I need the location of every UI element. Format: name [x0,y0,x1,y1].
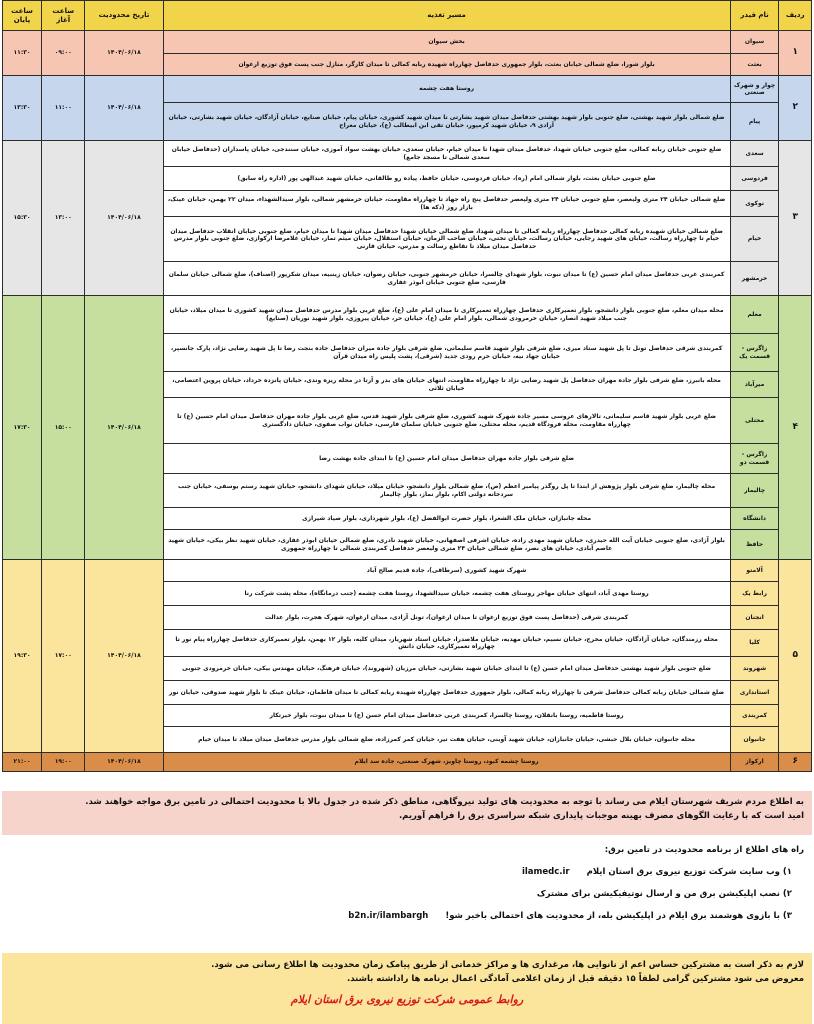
notice-channels [2,835,812,953]
outage-date: ۱۴۰۴/۰۶/۱۸ [85,560,163,753]
feeder-name: محتلی [730,398,779,444]
outage-date: ۱۴۰۴/۰۶/۱۸ [85,753,163,772]
feeder-route: کمربندی شرقی حدفاصل تونل تا پل شهید ستاد میری، ضلع شرقی بلوار شهید قاسم سلیمانی، ضلع شرقی بلوار جاده میران حدفاصل جاده بنجت رضا تا پل شهید رضایی نژاد، پارک جانسپر، خیابان جهاد نیه، خیابان خرم رودی جدید (شرقی)، پشت پلیس راه میدان قرآن [163,334,730,372]
public-relations-signature: روابط عمومی شرکت توزیع نیروی برق استان ایلام [290,992,524,1006]
feeder-name: آلامتو [730,560,779,582]
end-time: ۱۳:۳۰ [3,76,42,141]
feeder-route: روستا مهدی آباد، انتهای خیابان مهاجر روستای هفت چشمه، خیابان سیدالشهدا، روستا هفت چشمه (جنب درمانگاه)، محله پشت شرکت رنا [163,582,730,606]
feeder-name: میرآباد [730,372,779,398]
feeder-route: بلوار شورا، ضلع شمالی خیابان بعثت، بلوار جمهوری حدفاصل چهارراه شهیده ربابه کمالی تا میدان کارگر، منازل جنب پست فوق توزیع ارغوان [163,54,730,76]
end-time: ۲۱:۰۰ [3,753,42,772]
start-time: ۱۳:۰۰ [42,141,85,296]
channel-bot-label: ۳) با بازوی هوشمند برق ایلام در اپلیکیشن بله، از محدودیت های احتمالی باخبر شو! [445,911,792,921]
group-3 [3,141,812,296]
feeder-route: محله رزمندگان، خیابان آزادگان، خیابان مخرج، خیابان نسیم، خیابان مهدیه، خیابان ملاصدرا، خیابان استاد شهریار، میدان کلیه، بلوار ۱۲ بهمن، بلوار تعمیرکاری حدفاصل چهارراه پیام نور تا چهارراه تعمیرکاری، خیابان دانش [163,630,730,657]
col-date: تاریخ محدودیت [85,1,163,31]
feeder-route: روستا چشمه کبود، روستا چاویز، شهرک صنعتی، جاده سد ایلام [163,753,730,772]
feeder-route: محله میدان معلم، ضلع جنوبی بلوار دانشجو، بلوار تعمیرکاری حدفاصل چهارراه تعمیرکاری تا میدان امام علی (ع)، ضلع غربی بلوار مدرس حدفاصل میدان شهید کشوری تا میدان میلاد، خیابان جنب میلاد شهید انصار، خیابان خرمرودی شمالی، بلوار امام علی (ع)، خیابان حر، خیابان پیروزی، بلوار شهید نوریان (صنایع) [163,296,730,334]
group-6 [3,753,812,772]
col-row-no: ردیف [779,1,812,31]
notice-line-1: به اطلاع مردم شریف شهرستان ایلام می رساند با توجه به محدودیت های تولید نیروگاهی، مناطق ذکر شده در جدول بالا با محدودیت احتمالی در تامین برق مواجه خواهند شد. [85,797,804,807]
feeder-route: محله جانبوان، خیابان بلال حبشی، خیابان جانبازان، خیابان شهید آوینی، خیابان هفت تیر، خیابان کمر کمرزاده، ضلع شمالی بلوار مدرس حدفاصل میدان میلاد تا میدان خیام [163,727,730,753]
group-5 [3,560,812,753]
row-number: ۲ [779,76,812,141]
feeder-route: ضلع شمالی بلوار شهید بهشتی، ضلع جنوبی بلوار شهید بهشتی حدفاصل میدان شهید بشارتی تا میدان شهید کشوری، خیابان پیام، خیابان صنایع، خیابان آزادگان، خیابان شهید بشارتی، خیابان آزادی ۹، خیابان شهید کرمپور، خیابان تقی ابن ابیطالب (ع)، خیابان معراج [163,103,730,141]
group-1 [3,31,812,76]
notice-line-3: لازم به ذکر است به مشترکین حساس اعم از نانوایی ها، مرغداری ها و مراکز خدماتی از طریق پیامک زمان محدودیت ها اطلاع رسانی می شود. [211,960,804,970]
feeder-route: ضلع شمالی خیابان شهیده ربابه کمالی حدفاصل چهارراه ربابه کمالی تا میدان شهدا، ضلع شمالی خیابان شهدا حدفاصل میدان شهدا تا میدان خیام، ضلع جنوبی خیابان انقلاب حدفاصل میدان خیام تا چهارراه رسالت، خیابان های شهید رجایی، خیابان رسالت، خیابان تختی، خیابان صاحب الزمان، خیابان استقلال، خیابان میثم تمار، خیابان غلامرضا ارکوازی، ضلع جنوبی بلوار مدرس حدفاصل میدان میلاد تا تقاطع رسالت و مدرس، خیابان قارنی [163,217,730,262]
col-end: ساعت پایان [3,1,42,31]
channel-app-label: ۲) نصب اپلیکیشن برق من و ارسال نوتیفیکیشن برای مشترک [536,889,792,899]
header-row [3,1,812,31]
notice-line-2: امید است که با رعایت الگوهای مصرف بهینه موجبات پایداری شبکه سراسری برق را فراهم آوریم. [398,810,804,821]
col-feeder: نام فیدر [730,1,779,31]
channel-website [10,863,792,881]
feeder-name: فردوسی [730,167,779,191]
feeder-name: کلیا [730,630,779,657]
outage-date: ۱۴۰۴/۰۶/۱۸ [85,76,163,141]
group-2 [3,76,812,141]
feeder-name: پیام [730,103,779,141]
table-row [3,296,812,334]
notice-intro [2,791,812,835]
feeder-route: ضلع شمالی خیابان ربابه کمالی حدفاصل شرقی تا چهارراه ربابه کمالی، بلوار جمهوری حدفاصل چهارراه شهیده ربابه کمالی تا میدان فاطمان، خیابان عینک تا بلوار شهید صدوقی، خیابان نور [163,681,730,705]
feeder-route: روستا قاطمیه، روستا بانقلان، روستا چالسرا، کمربندی غربی حدفاصل میدان امام حسن (ع) تا میدان نبوت، بلوار خیرتکار [163,705,730,727]
feeder-name: زاگرس - قسمت یک [730,334,779,372]
row-number: ۶ [779,753,812,772]
feeder-name: کمربندی [730,705,779,727]
end-time: ۱۱:۳۰ [3,31,42,76]
feeder-route: کمربندی شرقی (حدفاصل پست فوق توزیع ارغوان تا میدان ارغوان)، تونل آزادی، میدان ارغوان، شهرک هجرت، بلوار عدالت [163,606,730,630]
outage-date: ۱۴۰۴/۰۶/۱۸ [85,31,163,76]
channel-bot [10,907,792,925]
table-row [3,560,812,582]
feeder-route: ضلع شرقی بلوار جاده مهران حدفاصل میدان امام حسین (ع) تا ابتدای جاده بهشت رضا [163,444,730,474]
channels-title: راه های اطلاع از برنامه محدودیت در تامین برق: [604,845,804,855]
feeder-route: ضلع جنوبی بلوار شهید بهشتی حدفاصل میدان امام حسن (ع) تا ابتدای خیابان شهید بشارتی، خیابان مرزبان (شهروند)، خیابان فرهنگ، خیابان مهندس بیکی، خیابان خرمرودی جنوبی [163,657,730,681]
feeder-route: ضلع غربی بلوار شهید قاسم سلیمانی، تالارهای عروسی مسیر جاده شهرک شهید کشوری، ضلع شرقی بلوار شهید قدس، ضلع غربی بلوار جاده مهران حدفاصل میدان امام حسین (ع) تا چهارراه مقاومت، محله فرودگاه قدیم، محله محتلی، ضلع جنوبی خیابان سلمان فارسی، خیابان نواب صفوی، خیابان دادگستری [163,398,730,444]
bot-link[interactable]: b2n.ir/ilambargh [348,911,429,921]
feeder-name: انجنان [730,606,779,630]
feeder-route: روستا هفت چشمه [163,76,730,103]
feeder-name: بعثت [730,54,779,76]
table-row [3,141,812,167]
feeder-route: شهرک شهید کشوری (سرطاقی)، جاده قدیم صالح آباد [163,560,730,582]
end-time: ۱۵:۳۰ [3,141,42,296]
feeder-name: چوار و شهرک صنعتی [730,76,779,103]
start-time: ۱۱:۰۰ [42,76,85,141]
feeder-route: محله بانبرز، ضلع شرقی بلوار جاده مهران حدفاصل پل شهید رضایی نژاد تا چهارراه مقاومت، انتهای خیابان های بدر و آرتا در محله ریزه وندی، خیابان پانزده خرداد، خیابان پروین اعتصامی، خیابان ثلاثی [163,372,730,398]
group-4 [3,296,812,560]
start-time: ۱۹:۰۰ [42,753,85,772]
feeder-name: استانداری [730,681,779,705]
feeder-route: ضلع شمالی خیابان ۲۴ متری ولیعصر، ضلع جنوبی خیابان ۲۴ متری ولیعصر حدفاصل پنج راه جهاد تا چهارراه مقاومت، خیابان خرمشهر شمالی، بلوار سیدالشهداء، میدان ۲۲ بهمن، خیابان عینک، بازار روز (دکه ها) [163,191,730,217]
feeder-name: زاگرس - قسمت دو [730,444,779,474]
feeder-name: جانبوان [730,727,779,753]
end-time: ۱۷:۳۰ [3,296,42,560]
col-route: مسیر تغذیه [163,1,730,31]
feeder-name: حافظ [730,530,779,560]
feeder-route: ضلع جنوبی خیابان ربابه کمالی، ضلع جنوبی خیابان شهدا، حدفاصل میدان شهدا تا میدان خیام، خیابان سعدی، خیابان بهشت سواد آموزی، خیابان سنندجی، خیابان پاسداران (حدفاصل خیابان سعدی شمالی تا مسجد جامع) [163,141,730,167]
channel-app [10,885,792,903]
feeder-name: رابط یک [730,582,779,606]
feeder-route: محله چالیمار، ضلع شرقی بلوار پژوهش از ابتدا تا پل روگذر پیامبر اعظم (ص)، ضلع شمالی بلوار دانشجو، خیابان میلاد، خیابان شهدای دانشجو، خیابان شهید رستم یوسفی، خیابان جنب سردخانه دولتی اکام، بلوار نماز، بلوار چالیمار [163,474,730,508]
row-number: ۱ [779,31,812,76]
feeder-name: معلم [730,296,779,334]
table-row [3,76,812,103]
channel-website-label: ۱) وب سایت شرکت توزیع نیروی برق استان ایلام [586,867,792,877]
feeder-route: ضلع جنوبی خیابان بعثت، بلوار شمالی امام (ره)، خیابان فردوسی، خیابان حافظ، پیاده رو طالقانی، خیابان شهید عبدالهی پور (اداره راه سابق) [163,167,730,191]
outage-date: ۱۴۰۴/۰۶/۱۸ [85,296,163,560]
feeder-name: سعدی [730,141,779,167]
feeder-route: محله جانبازان، خیابان ملک الشعرا، بلوار حضرت ابوالفضل (ع)، بلوار شهرداری، بلوار صیاد شیرازی [163,508,730,530]
start-time: ۱۵:۰۰ [42,296,85,560]
feeder-name: شهروند [730,657,779,681]
start-time: ۰۹:۰۰ [42,31,85,76]
feeder-route: بخش سیوان [163,31,730,54]
feeder-route: کمربندی غربی حدفاصل میدان امام حسین (ع) تا میدان نبوت، بلوار شهدای چالسرا، خیابان خرمشهر جنوبی، خیابان رضوان، خیابان زینبیه، میدان شکرپور (اصناف)، ضلع شمالی خیابان سلمان فارسی، ضلع جنوبی خیابان ابوذر غفاری [163,262,730,296]
feeder-name: خیام [730,217,779,262]
feeder-name: چالیمار [730,474,779,508]
feeder-name: نوکوی [730,191,779,217]
table-row [3,31,812,54]
website-link[interactable]: ilamedc.ir [521,867,570,877]
table-row [3,753,812,772]
col-start: ساعت آغاز [42,1,85,31]
feeder-name: دانشگاه [730,508,779,530]
feeder-name: خرمشهر [730,262,779,296]
feeder-name: ارکواز [730,753,779,772]
end-time: ۱۹:۳۰ [3,560,42,753]
start-time: ۱۷:۰۰ [42,560,85,753]
outage-schedule-table [2,0,812,772]
feeder-name: سیوان [730,31,779,54]
notice-footer [2,953,812,1024]
row-number: ۵ [779,560,812,753]
row-number: ۴ [779,296,812,560]
notice-line-4: معروض می شود مشترکین گرامی لطفاً ۱۵ دقیقه قبل از زمان اعلامی آمادگی اعمال برنامه ها راداشته باشند. [347,974,804,985]
feeder-route: بلوار آزادی، ضلع جنوبی خیابان آیت الله حیدری، خیابان شهید مهدی زاده، خیابان اشرفی اصفهانی، خیابان شهید نادری، ضلع شمالی خیابان ابوذر غفاری، خیابان شهید نظر بیکی، خیابان شهید عاصم آبادی، خیابان های نصر، ضلع شمالی خیابان ۲۴ متری ولیعصر حدفاصل کمربندی شمالی تا چهارراه جمهوری [163,530,730,560]
row-number: ۳ [779,141,812,296]
outage-date: ۱۴۰۴/۰۶/۱۸ [85,141,163,296]
